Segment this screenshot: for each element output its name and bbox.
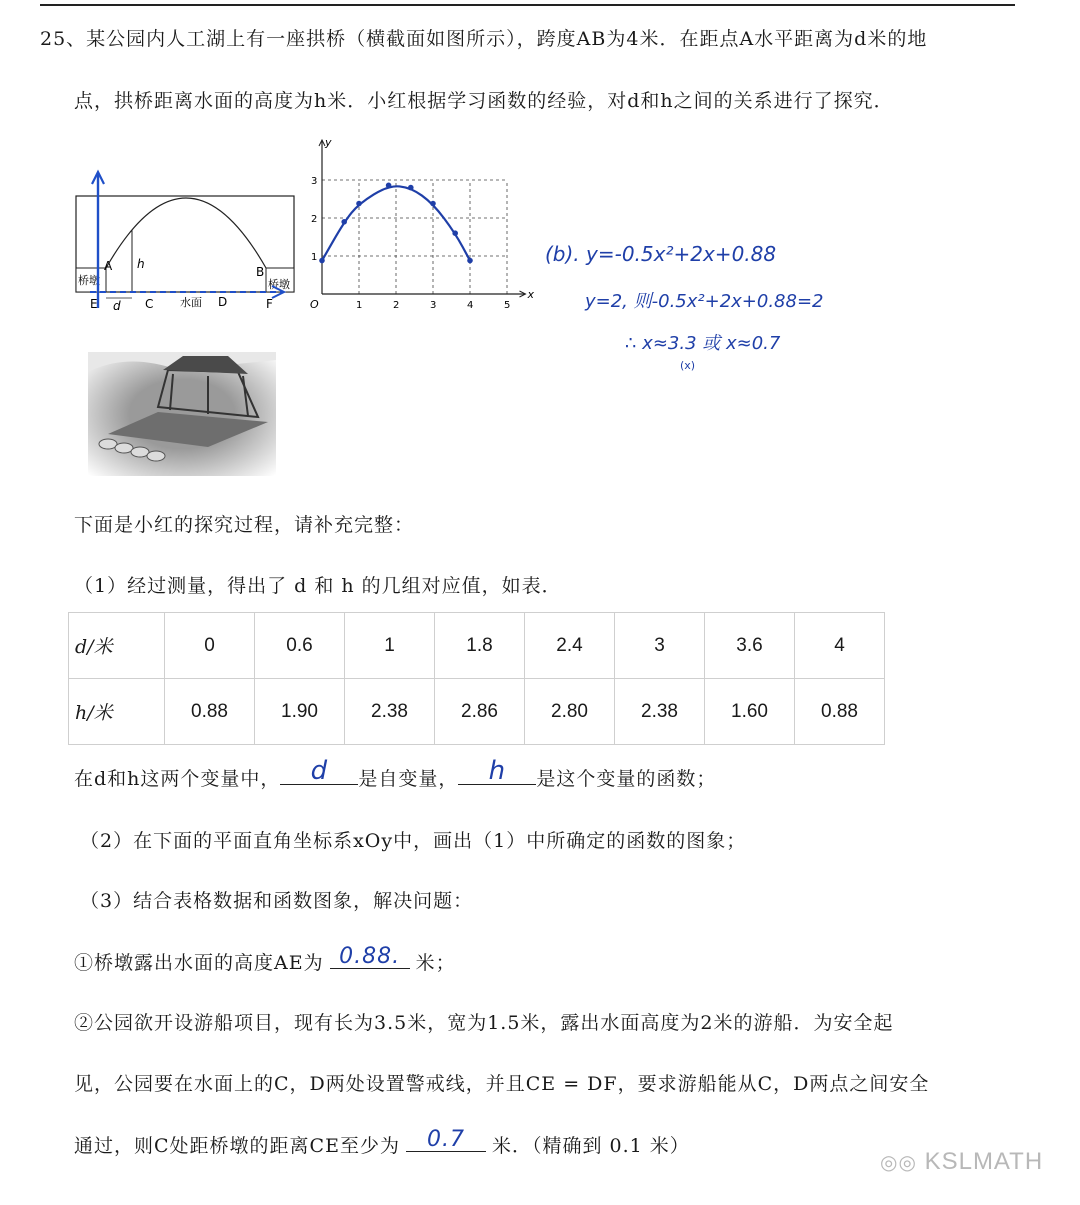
blank-independent[interactable] [280,756,358,786]
table-cell: 0.88 [165,679,255,745]
bridge-figure [70,168,302,318]
x-tick-label: 5 [504,300,511,311]
table-row-label: h/米 [69,679,165,745]
y-tick-label: 2 [311,214,318,225]
pier-left-label: 桥墩 [78,274,100,287]
table-cell: 1.90 [255,679,345,745]
origin-label: O [310,298,319,311]
notes-line-1: (b). y=-0.5x²+2x+0.88 [545,242,777,266]
water-label: 水面 [180,296,202,309]
part3-text: （3）结合表格数据和函数图象，解决问题： [80,890,474,912]
table-cell: 0 [165,613,255,679]
question-1-pre: ①桥墩露出水面的高度AE为 [74,952,324,974]
variable-line-mid: 是自变量， [358,768,459,790]
part1-text: （1）经过测量，得出了 d 和 h 的几组对应值，如表． [74,575,562,597]
x-tick-label: 2 [393,300,400,311]
y-tick-label: 3 [311,176,318,187]
data-point [452,230,458,236]
table-cell: 4 [795,613,885,679]
x-tick-label: 1 [356,300,363,311]
table-cell: 2.86 [435,679,525,745]
y-axis-label: y [325,136,332,149]
table-cell: 2.38 [615,679,705,745]
notes-line-3: ∴ x≈3.3 或 x≈0.7 [625,333,781,354]
blank-dependent[interactable] [458,756,536,786]
question-2-line-3-post: 米．（精确到 0.1 米） [491,1135,690,1157]
variable-line [74,756,717,791]
d-label: d [113,299,121,313]
notes-line-2: y=2, 则-0.5x²+2x+0.88=2 [585,291,824,312]
blank-CE[interactable] [406,1129,486,1152]
pier-right-label: 桥墩 [268,278,290,291]
notes-line-3-sub: (x) [680,359,696,372]
boat-photo [88,352,276,476]
coordinate-chart [302,132,540,312]
h-label: h [137,257,145,271]
point-A-label: A [104,259,113,273]
data-point [467,258,473,264]
point-D-label: D [218,295,228,309]
x-tick-label: 4 [467,300,474,311]
x-tick-label: 3 [430,300,437,311]
wechat-icon: ◎◎ [880,1152,917,1174]
table-cell: 2.38 [345,679,435,745]
table-cell: 1 [345,613,435,679]
question-2-line-2: 见，公园要在水面上的C，D两处设置警戒线，并且CE = DF，要求游船能从C，D两点之间安全 [74,1073,930,1095]
question-2-line-3 [74,1129,690,1158]
table-cell: 2.80 [525,679,615,745]
table-cell: 1.8 [435,613,525,679]
part2-text: （2）在下面的平面直角坐标系xOy中，画出（1）中所确定的函数的图象； [80,830,747,852]
question-line-1: 25、某公园内人工湖上有一座拱桥（横截面如图所示），跨度AB为4米．在距点A水平距离为d米的地 [40,28,928,50]
handwritten-notes [540,225,870,375]
intro-text: 下面是小红的探究过程，请补充完整： [74,514,415,536]
x-axis-label: x [527,288,535,301]
table-cell: 1.60 [705,679,795,745]
data-point [356,201,362,207]
question-line-2: 点，拱桥距离水面的高度为h米．小红根据学习函数的经验，对d和h之间的关系进行了探究． [74,90,894,112]
table-cell: 0.6 [255,613,345,679]
watermark [880,1148,1043,1176]
answer-AE: 0.88. [339,944,401,969]
data-point [341,219,347,225]
table-cell: 3.6 [705,613,795,679]
watermark-text: KSLMATH [924,1148,1044,1175]
point-C-label: C [145,297,154,311]
table-cell: 2.4 [525,613,615,679]
answer-dependent: h [488,756,507,786]
table-row-h [69,679,885,745]
y-tick-label: 1 [311,252,318,263]
variable-line-post: 是这个变量的函数； [536,768,717,790]
top-rule [40,4,1015,6]
point-E-label: E [90,297,98,311]
variable-line-pre: 在d和h这两个变量中， [74,768,281,790]
value-table [68,612,885,745]
answer-independent: d [310,756,329,786]
blank-AE[interactable] [330,946,410,969]
data-point [408,185,414,191]
table-cell: 3 [615,613,705,679]
point-F-label: F [266,297,273,311]
question-2-line-3-pre: 通过，则C处距桥墩的距离CE至少为 [74,1135,400,1157]
data-point [430,201,436,207]
table-row-d [69,613,885,679]
point-B-label: B [256,265,265,279]
data-point [319,258,325,264]
data-point [386,183,392,189]
question-2-line-1: ②公园欲开设游船项目，现有长为3.5米，宽为1.5米，露出水面高度为2米的游船．为安全起 [74,1012,894,1034]
table-cell: 0.88 [795,679,885,745]
question-1-post: 米； [415,952,456,974]
answer-CE: 0.7 [426,1127,465,1152]
question-1 [74,946,456,975]
table-row-label: d/米 [69,613,165,679]
